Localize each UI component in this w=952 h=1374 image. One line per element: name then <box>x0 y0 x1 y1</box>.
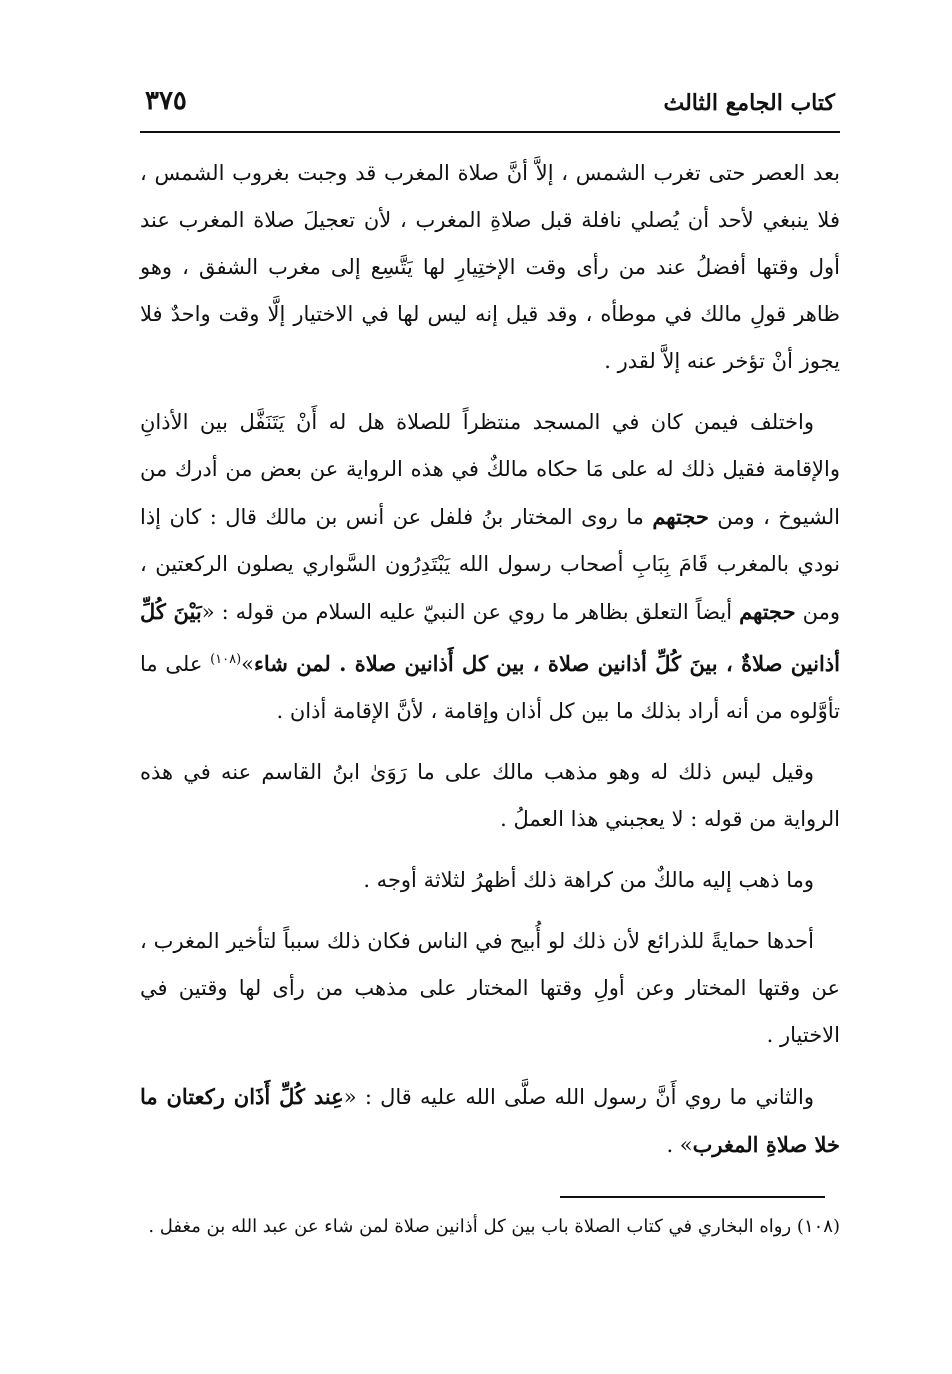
page-number: ٣٧٥ <box>145 86 187 116</box>
paragraph-2-text-1: واختلف فيمن كان في المسجد منتظراً للصلاة هل له أَنْ يَتَنَفَّل بين الأذانِ والإقامة فقيل ذلك له على مَا حكاه مالكٌ في هذه الرواية عن بعض من أدرك من الشيوخ ، ومن <box>140 410 841 529</box>
paragraph-1: بعد العصر حتى تغرب الشمس ، إلاَّ أنَّ صلاة المغرب قد وجبت بغروب الشمس ، فلا ينبغي لأحد أن يُصلي نافلة قبل صلاةِ المغرب ، لأن تعجيلَ صلاة المغرب عند أول وقتها أفضلُ عند من رأى وقت الإختِيارِ لها يَتَّسِع إلى مغرب الشفق ، وهو ظاهر قولِ مالك في موطأه ، وقد قيل إنه ليس لها في الاختيار إلَّا وقت واحدٌ فلا يجوز أنْ تؤخر عنه إلاَّ لقدر . <box>140 161 840 373</box>
page-header <box>145 84 835 124</box>
paragraph-5: أحدها حمايةً للذرائع لأن ذلك لو أُبيح في الناس فكان ذلك سبباً لتأخير المغرب ، عن وقتها المختار وعن أولِ وقتها المختار على مذهب من رأى لها وقتين في الاختيار . <box>140 929 840 1047</box>
paragraph-4: وما ذهب إليه مالكٌ من كراهة ذلك أظهرُ لثلاثة أوجه . <box>363 868 814 892</box>
body-text <box>140 150 840 1183</box>
paragraph-2-bold-1: حجتهم <box>652 504 709 529</box>
paragraph-2-text-4: » <box>241 652 255 676</box>
paragraph-2-bold-2: حجتهم <box>739 599 796 624</box>
paragraph-2-text-3: أيضاً التعلق بظاهر ما روي عن النبيّ عليه السلام من قوله : « <box>201 600 740 624</box>
footnote-ref[interactable]: (١٠٨) <box>210 652 242 667</box>
paragraph-6-text-1: والثاني ما روي أَنَّ رسول الله صلَّى الله عليه قال : « <box>343 1085 814 1109</box>
running-title: كتاب الجامع الثالث <box>663 90 835 116</box>
paragraph-6-text-2: » . <box>666 1133 693 1157</box>
footnote-108: (١٠٨) رواه البخاري في كتاب الصلاة باب بين كل أذانين صلاة لمن شاء عن عبد الله بن مغفل . <box>148 1216 840 1237</box>
paragraph-2 <box>140 399 840 735</box>
paragraph-2-text-5: على ما تأوَّلوه من أنه أراد بذلك ما بين كل أذان وإقامة ، لأنَّ الإقامة أذان . <box>140 652 840 723</box>
hadith-quote-1: بَيْنَ كُلِّ أذانين صلاةٌ ، بينَ كُلِّ أذانين صلاة ، بين كل أَذانين صلاة . لمن شاء <box>140 599 840 676</box>
paragraph-3: وقيل ليس ذلك له وهو مذهب مالك على ما رَوَىٰ ابنُ القاسم عنه في هذه الرواية من قوله : لا يعجبني هذا العملُ . <box>140 760 840 831</box>
footnote <box>140 1207 840 1247</box>
header-rule <box>140 131 840 133</box>
hadith-quote-2: عِند كُلِّ أَذَان ركعتان ما خلا صلاةِ المغرب <box>140 1084 840 1157</box>
paragraph-2-text-2: ما روى المختار بنُ فلفل عن أنس بن مالك قال : كان إذا نودي بالمغرب قَامَ بِبَابِ أصحاب رسول الله يَبْتَدِرُون السَّواري يصلون الركعتين ، ومن <box>140 505 840 624</box>
footnote-rule <box>560 1196 825 1198</box>
paragraph-6 <box>140 1073 840 1169</box>
